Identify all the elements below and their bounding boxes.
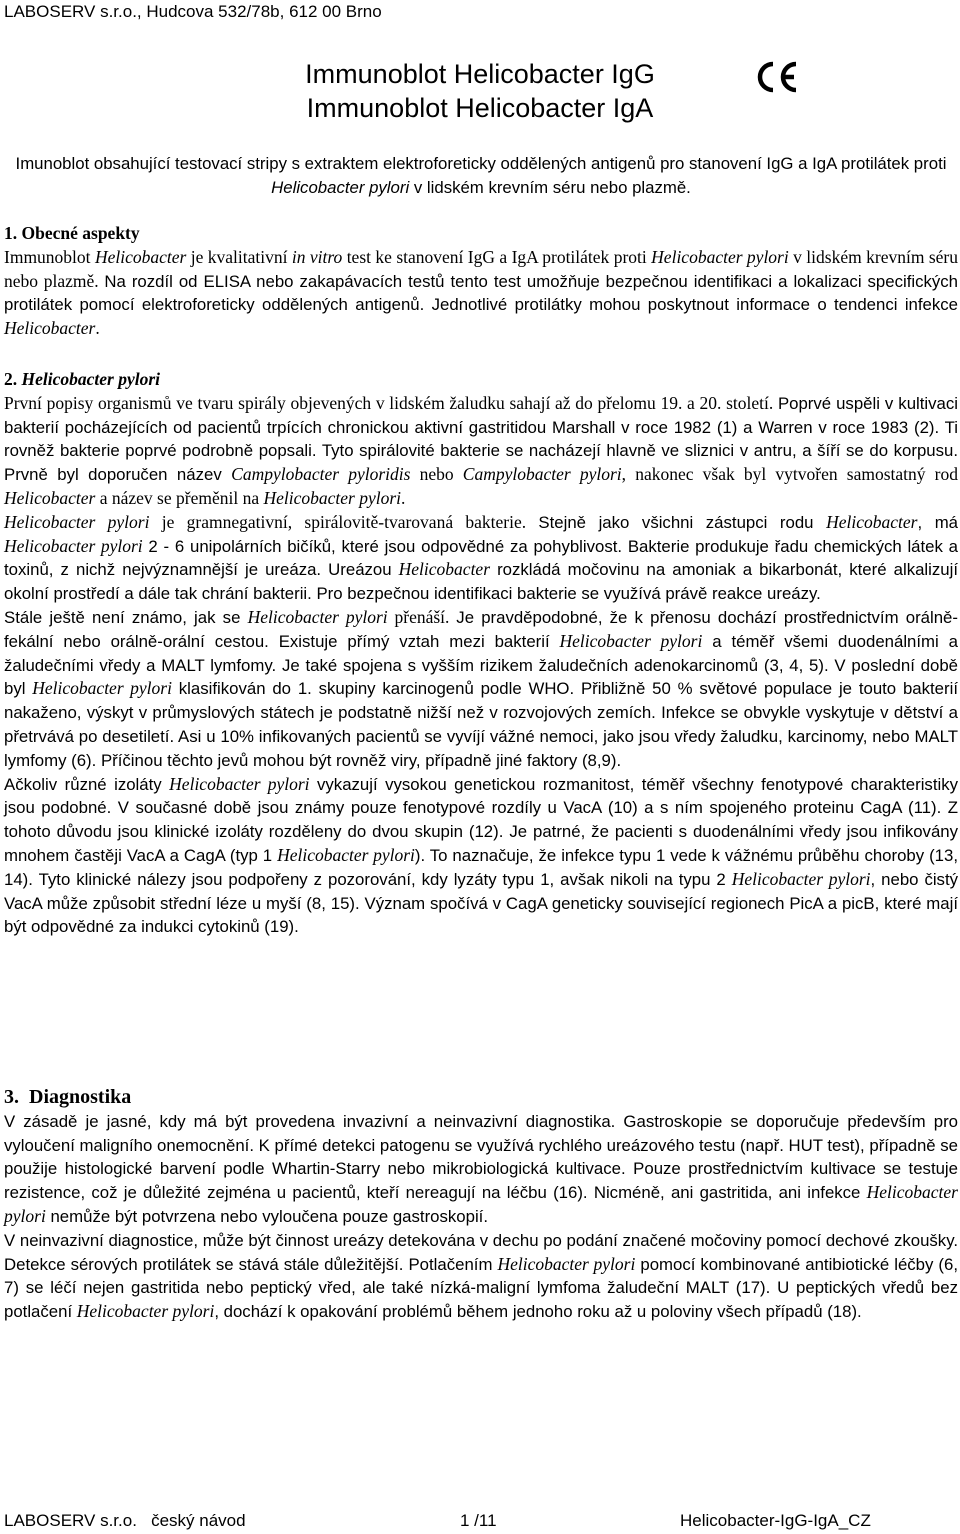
- section-3: [4, 1086, 958, 1324]
- section-3-paragraph-2: V neinvazivní diagnostice, může být činnost ureázy detekována v dechu po podání značené močoviny pomocí dechové zkoušky. Detekce sérových protilátek se stává stále důležitější. Potlačením Helicobacter pylori pomocí kombinované antibiotické léčby (6, 7) se léčí nejen gastritida nebo peptický vřed, ale také nízká-maligní lymfoma žaludeční MALT (17). U peptických vředů bez potlačení Helicobacter pylori, dochází k opakování problémů během jednoho roku až u poloviny všech případů (18).: [4, 1230, 958, 1322]
- footer-left: LABOSERV s.r.o. český návod: [4, 1511, 246, 1530]
- ce-mark-icon: [752, 60, 802, 94]
- section-2-paragraph-2: Helicobacter pylori je gramnegativní, spirálovitě-tvarovaná bakterie. Stejně jako všichni zástupci rodu Helicobacter, má Helicobacter pylori 2 - 6 unipolárních bičíků, které jsou odpovědné za pohyblivost. Bakterie produkuje řadu chemických látek a toxinů, z nichž nejvýznamnější je ureáza. Ureázou Helicobacter rozkládá močovinu na amoniak a bikarbonát, které alkalizují okolní prostředí a dále tak chrání bakterii. Pro bezpečnou identifikaci bakterie se využívá právě reakce ureázy.: [4, 511, 959, 604]
- section-1: [4, 222, 958, 341]
- section-3-paragraph-1: V zásadě je jasné, kdy má být provedena invazivní a neinvazivní diagnostika. Gastroskopie se doporučuje především pro vyloučení maligního onemocnění. K přímé detekci patogenu se využívá rychlého ureázového testu (např. HUT test), případně se použije histologické barvení podle Whartin-Starry nebo mikrobiologická kultivace. Pouze prostřednictvím kultivace se testuje rezistence, což je důležité zejména u pacientů, kteří nereagují na léčbu (16). Nicméně, ani gastritida, ani infekce Helicobacter pylori nemůže být potvrzena nebo vyloučena pouze gastroskopií.: [4, 1111, 958, 1226]
- footer-doc-code: Helicobacter-IgG-IgA_CZ: [680, 1511, 871, 1530]
- section-1-heading: 1. Obecné aspekty: [4, 223, 140, 243]
- title-igg: Immunoblot Helicobacter IgG: [305, 59, 655, 89]
- footer-page-number: 1 /11: [460, 1511, 497, 1530]
- title-iga: Immunoblot Helicobacter IgA: [306, 93, 654, 123]
- section-2-paragraph-4: Ačkoliv různé izoláty Helicobacter pylori vykazují vysokou genetickou rozmanitost, téměř všechny fenotypové charakteristiky jsou podobné. V současné době jsou známy pouze fenotypové rozdíly u VacA (10) a s ním spojeného proteinu CagA (11). Z tohoto důvodu jsou klinické izoláty rozděleny do dvou skupin (12). Je patrné, že pacienti s duodenálními vředy jsou infikovány mnohem častěji VacA a CagA (typ 1 Helicobacter pylori). To naznačuje, že infekce typu 1 vede k vážnému průběhu choroby (13, 14). Tyto klinické nálezy jsou podpořeny z pozorování, kdy lyzáty typu 1, avšak nikoli na typu 2 Helicobacter pylori, nebo čistý VacA může způsobit střední léze u myší (8, 15). Význam spočívá v CagA geneticky související regionech PicA a picB, které mají být odpovědné za indukci cytokinů (19).: [4, 773, 959, 937]
- section-2-heading: 2. Helicobacter pylori: [4, 369, 161, 389]
- section-2: [4, 368, 958, 939]
- section-2-paragraph-3: Stále ještě není známo, jak se Helicobacter pylori přenáší. Je pravděpodobné, že k přenosu dochází prostřednictvím orálně-fekální nebo orálně-orální cestou. Existuje přímý vztah mezi bakterií Helicobacter pylori a téměř všemi duodenálními a žaludečními vředy a MALT lymfomy. Je také spojena s vyšším rizikem žaludečních adenokarcinomů (3, 4, 5). V poslední době byl Helicobacter pylori klasifikován do 1. skupiny karcinogenů podle WHO. Přibližně 50 % světové populace je touto bakterií nakaženo, výskyt v průmyslových státech je podstatně nižší než v rozvojových zemích. Infekce se obvykle vyskytuje v dětství a přetrvává po desetiletí. Asi u 10% infikovaných pacientů se vyvíjí vážné nemoci, jako jsou vředy žaludku, karcinomy, nebo MALT lymfomy (6). Příčinou těchto jevů mohou být rovněž viry, případně jiné faktory (8,9).: [4, 606, 958, 770]
- section-2-paragraph-1: První popisy organismů ve tvaru spirály objevených v lidském žaludku sahají až do přelomu 19. a 20. století. Poprvé uspěli v kultivaci bakterií pocházejících od pacientů trpících chronickou aktivní gastritidou Marshall v roce 1982 (1) a Warren v roce 1983 (2). Ti rovněž bakterie poprvé podrobně popsali. Tyto spirálovité bakterie se nacházejí hlavně ve sliznici v antru, a šíří se do korpusu. Prvně byl doporučen název Campylobacter pyloridis nebo Campylobacter pylori, nakonec však byl vytvořen samostatný rod Helicobacter a název se přeměnil na Helicobacter pylori.: [4, 392, 958, 508]
- section-1-paragraph: Immunoblot Helicobacter je kvalitativní in vitro test ke stanovení IgG a IgA protilátek proti Helicobacter pylori v lidském krevním séru nebo plazmě. Na rozdíl od ELISA nebo zakapávacích testů tento test umožňuje bezpečnou identifikaci a lokalizaci specifických protilátek pomocí elektroforeticky oddělených antigenů. Jednotlivé protilátky mohou poskytnout informace o tendenci infekce Helicobacter.: [4, 246, 959, 339]
- intro-paragraph: Imunoblot obsahující testovací stripy s extraktem elektroforeticky oddělených antigenů pro stanovení IgG a IgA protilátek proti Helicobacter pylori v lidském krevním séru nebo plazmě.: [15, 154, 947, 197]
- section-3-heading: 3. Diagnostika: [4, 1086, 132, 1108]
- company-header: LABOSERV s.r.o., Hudcova 532/78b, 612 00 Brno: [4, 2, 382, 21]
